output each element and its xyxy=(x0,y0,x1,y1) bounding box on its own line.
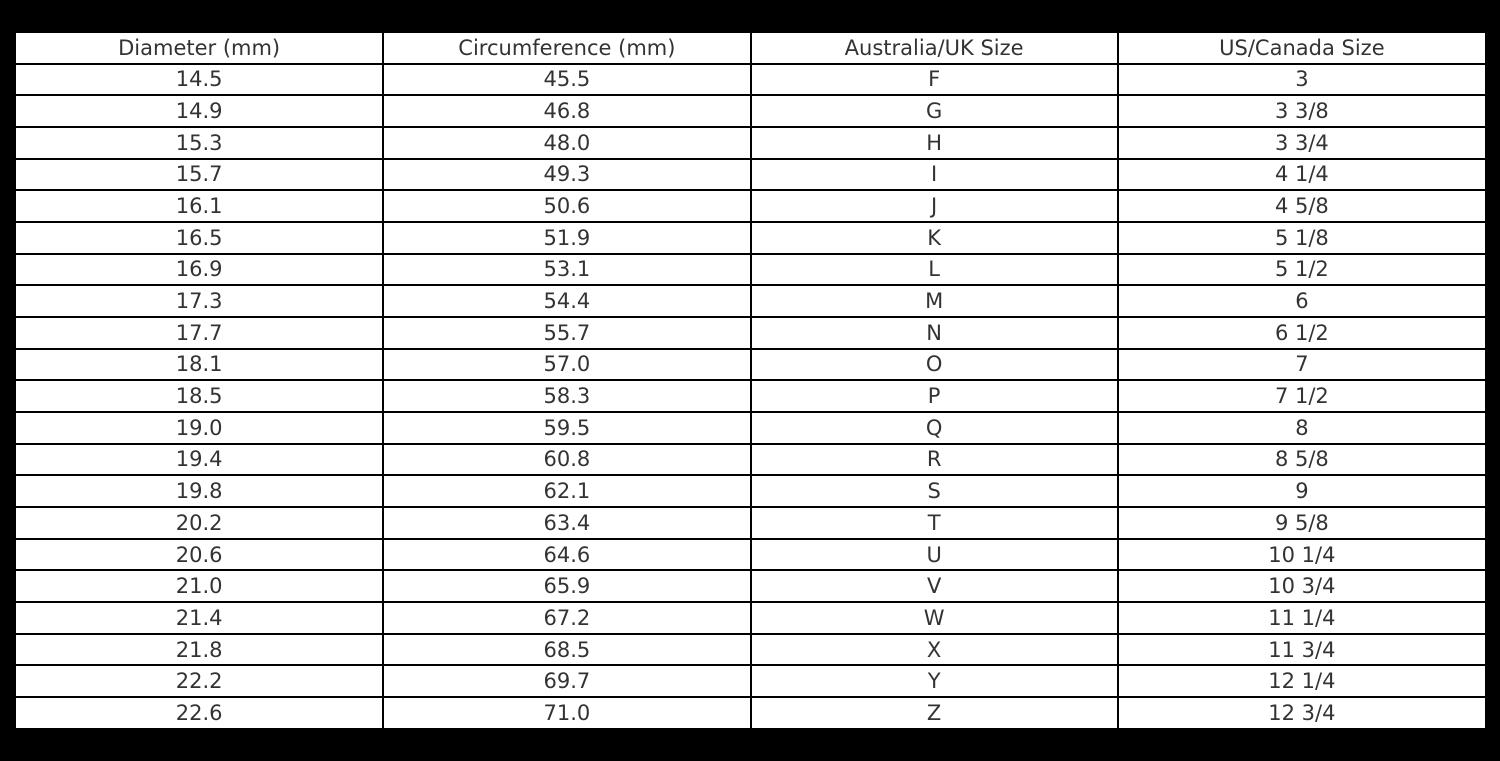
australia-uk-size-cell: H xyxy=(751,127,1118,159)
circumference-cell: 53.1 xyxy=(383,254,750,286)
us-canada-size-cell: 3 3/8 xyxy=(1118,95,1485,127)
table-row xyxy=(16,412,1485,444)
table-row xyxy=(16,475,1485,507)
australia-uk-size-cell: F xyxy=(751,64,1118,96)
australia-uk-size-cell: K xyxy=(751,222,1118,254)
circumference-cell: 60.8 xyxy=(383,444,750,476)
diameter-cell: 18.1 xyxy=(16,349,383,381)
us-canada-size-cell: 11 1/4 xyxy=(1118,602,1485,634)
australia-uk-size-cell: X xyxy=(751,634,1118,666)
circumference-cell: 50.6 xyxy=(383,190,750,222)
table-row xyxy=(16,127,1485,159)
australia-uk-size-cell: V xyxy=(751,570,1118,602)
diameter-cell: 16.1 xyxy=(16,190,383,222)
us-canada-size-cell: 12 3/4 xyxy=(1118,697,1485,728)
circumference-cell: 65.9 xyxy=(383,570,750,602)
us-canada-size-cell: 4 5/8 xyxy=(1118,190,1485,222)
us-canada-size-cell: 3 xyxy=(1118,64,1485,96)
table-header xyxy=(16,33,1485,64)
australia-uk-size-cell: L xyxy=(751,254,1118,286)
circumference-cell: 69.7 xyxy=(383,665,750,697)
diameter-cell: 19.8 xyxy=(16,475,383,507)
diameter-cell: 15.3 xyxy=(16,127,383,159)
australia-uk-size-cell: O xyxy=(751,349,1118,381)
table-row xyxy=(16,190,1485,222)
australia-uk-size-cell: Q xyxy=(751,412,1118,444)
australia-uk-size-cell: U xyxy=(751,539,1118,571)
header-australia-uk-size: Australia/UK Size xyxy=(751,33,1118,64)
diameter-cell: 15.7 xyxy=(16,159,383,191)
circumference-cell: 45.5 xyxy=(383,64,750,96)
table-row xyxy=(16,95,1485,127)
table-row xyxy=(16,507,1485,539)
us-canada-size-cell: 6 xyxy=(1118,285,1485,317)
australia-uk-size-cell: S xyxy=(751,475,1118,507)
diameter-cell: 21.8 xyxy=(16,634,383,666)
australia-uk-size-cell: P xyxy=(751,380,1118,412)
circumference-cell: 58.3 xyxy=(383,380,750,412)
diameter-cell: 20.2 xyxy=(16,507,383,539)
diameter-cell: 17.3 xyxy=(16,285,383,317)
australia-uk-size-cell: J xyxy=(751,190,1118,222)
table-row xyxy=(16,222,1485,254)
australia-uk-size-cell: M xyxy=(751,285,1118,317)
table-row xyxy=(16,539,1485,571)
table-row xyxy=(16,159,1485,191)
us-canada-size-cell: 9 5/8 xyxy=(1118,507,1485,539)
diameter-cell: 16.5 xyxy=(16,222,383,254)
table-row xyxy=(16,64,1485,96)
table-row xyxy=(16,380,1485,412)
circumference-cell: 57.0 xyxy=(383,349,750,381)
diameter-cell: 19.4 xyxy=(16,444,383,476)
diameter-cell: 19.0 xyxy=(16,412,383,444)
diameter-cell: 21.0 xyxy=(16,570,383,602)
diameter-cell: 17.7 xyxy=(16,317,383,349)
table-row xyxy=(16,285,1485,317)
header-row xyxy=(16,33,1485,64)
table-row xyxy=(16,602,1485,634)
diameter-cell: 22.2 xyxy=(16,665,383,697)
diameter-cell: 20.6 xyxy=(16,539,383,571)
us-canada-size-cell: 12 1/4 xyxy=(1118,665,1485,697)
us-canada-size-cell: 10 1/4 xyxy=(1118,539,1485,571)
header-us-canada-size: US/Canada Size xyxy=(1118,33,1485,64)
table-row xyxy=(16,697,1485,728)
table-body xyxy=(16,64,1485,728)
circumference-cell: 54.4 xyxy=(383,285,750,317)
australia-uk-size-cell: W xyxy=(751,602,1118,634)
australia-uk-size-cell: Z xyxy=(751,697,1118,728)
table-row xyxy=(16,634,1485,666)
us-canada-size-cell: 4 1/4 xyxy=(1118,159,1485,191)
circumference-cell: 51.9 xyxy=(383,222,750,254)
us-canada-size-cell: 11 3/4 xyxy=(1118,634,1485,666)
us-canada-size-cell: 3 3/4 xyxy=(1118,127,1485,159)
circumference-cell: 46.8 xyxy=(383,95,750,127)
us-canada-size-cell: 6 1/2 xyxy=(1118,317,1485,349)
diameter-cell: 14.5 xyxy=(16,64,383,96)
table-row xyxy=(16,570,1485,602)
table-row xyxy=(16,254,1485,286)
us-canada-size-cell: 7 1/2 xyxy=(1118,380,1485,412)
us-canada-size-cell: 9 xyxy=(1118,475,1485,507)
ring-size-chart xyxy=(16,33,1485,728)
australia-uk-size-cell: N xyxy=(751,317,1118,349)
diameter-cell: 14.9 xyxy=(16,95,383,127)
circumference-cell: 55.7 xyxy=(383,317,750,349)
table-row xyxy=(16,444,1485,476)
circumference-cell: 62.1 xyxy=(383,475,750,507)
circumference-cell: 71.0 xyxy=(383,697,750,728)
circumference-cell: 63.4 xyxy=(383,507,750,539)
australia-uk-size-cell: T xyxy=(751,507,1118,539)
circumference-cell: 64.6 xyxy=(383,539,750,571)
australia-uk-size-cell: R xyxy=(751,444,1118,476)
circumference-cell: 48.0 xyxy=(383,127,750,159)
australia-uk-size-cell: I xyxy=(751,159,1118,191)
header-circumference: Circumference (mm) xyxy=(383,33,750,64)
table-row xyxy=(16,349,1485,381)
us-canada-size-cell: 10 3/4 xyxy=(1118,570,1485,602)
ring-size-table xyxy=(16,33,1485,728)
australia-uk-size-cell: Y xyxy=(751,665,1118,697)
us-canada-size-cell: 5 1/8 xyxy=(1118,222,1485,254)
circumference-cell: 68.5 xyxy=(383,634,750,666)
circumference-cell: 49.3 xyxy=(383,159,750,191)
diameter-cell: 16.9 xyxy=(16,254,383,286)
us-canada-size-cell: 7 xyxy=(1118,349,1485,381)
us-canada-size-cell: 5 1/2 xyxy=(1118,254,1485,286)
diameter-cell: 18.5 xyxy=(16,380,383,412)
header-diameter: Diameter (mm) xyxy=(16,33,383,64)
table-row xyxy=(16,317,1485,349)
diameter-cell: 22.6 xyxy=(16,697,383,728)
table-row xyxy=(16,665,1485,697)
circumference-cell: 59.5 xyxy=(383,412,750,444)
diameter-cell: 21.4 xyxy=(16,602,383,634)
circumference-cell: 67.2 xyxy=(383,602,750,634)
us-canada-size-cell: 8 5/8 xyxy=(1118,444,1485,476)
australia-uk-size-cell: G xyxy=(751,95,1118,127)
us-canada-size-cell: 8 xyxy=(1118,412,1485,444)
